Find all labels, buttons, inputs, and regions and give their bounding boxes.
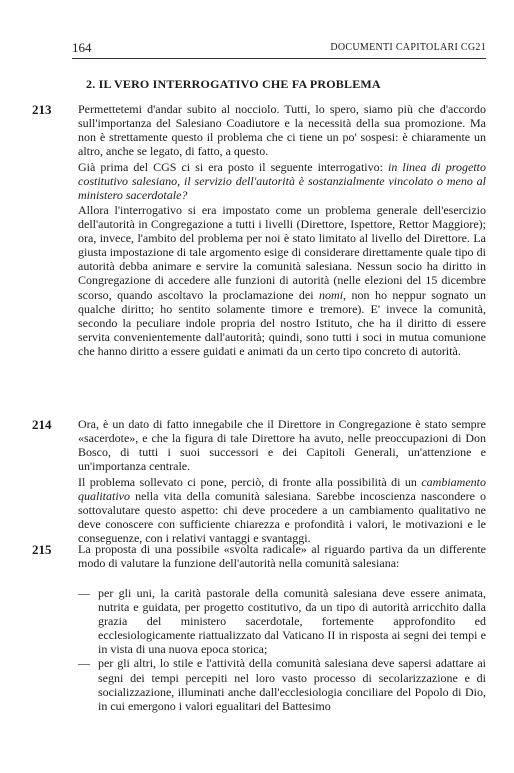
bullet-text: per gli uni, la carità pastorale della comunità salesiana deve essere animata, nutrita e guidata, per progetto costitutivo, da un tipo di autorità arricchito dalla grazia del ministero sacerdotale, fortemente approfondito ed ecclesiologicamente riattualizzato dal Vaticano II in risposta ai segni dei tempi e in vista di una nuova epoca storica; bbox=[98, 586, 486, 657]
paragraph-213-c bbox=[78, 203, 486, 358]
paragraph-213-b bbox=[78, 160, 486, 202]
page-number: 164 bbox=[72, 40, 92, 55]
section-title: 2. IL VERO INTERROGATIVO CHE FA PROBLEMA bbox=[86, 77, 381, 91]
paragraph-214-b-text-1: Il problema sollevato ci pone, perciò, di fronte alla possibilità di un bbox=[78, 475, 422, 489]
paragraph-number-213: 213 bbox=[32, 102, 52, 117]
running-title: DOCUMENTI CAPITOLARI CG21 bbox=[330, 42, 486, 53]
bullet-item bbox=[78, 586, 486, 656]
running-header bbox=[72, 40, 486, 59]
dash-marker: — bbox=[78, 586, 90, 600]
dash-marker: — bbox=[78, 656, 90, 671]
paragraph-number-215: 215 bbox=[32, 542, 52, 557]
bullet-list bbox=[78, 586, 486, 713]
paragraph-213-a: Permettetemi d'andar subito al nocciolo. Tutti, lo spero, siamo più che d'accordo sull'importanza del Salesiano Coadiutore e la necessità della sua promozione. Ma non è strettamente questo il problema che ci tiene un po' sospesi: è chiaramente un altro, anche se legato, di fatto, a questo. bbox=[78, 102, 486, 159]
paragraph-213-c-text-1: Allora l'interrogativo si era impostato come un problema generale dell'esercizio dell'autorità in Congregazione a tutti i livelli (Direttore, Ispettore, Rettor Maggiore); ora, invece, l'ambito del problema per noi è stato limitato al livello del Direttore. La giusta impostazione di tale argomento esige di considerare direttamente quale tipo di autorità debba animare e servire la comunità salesiana. Nessun socio ha diritto in Congregazione di accedere alle funzioni di autorità (nelle elezioni del 15 dicembre scorso, quando ascoltavo la proclamazione dei bbox=[78, 203, 486, 302]
bullet-text: per gli altri, lo stile e l'attività della comunità salesiana deve sapersi adattare ai segni dei tempi percepiti nel loro vasto processo di secolarizzazione e di socializzazione, illuminati anche dall'ecclesiologia conciliare del Popolo di Dio, in cui emergono i valori egualitari del Battesimo bbox=[98, 656, 486, 713]
bullet-item bbox=[78, 656, 486, 712]
paragraph-214-b bbox=[78, 475, 486, 545]
paragraph-213-c-italic: nomi bbox=[319, 287, 344, 302]
paragraph-214-b-italic: cambiamento qualitativo bbox=[78, 475, 486, 504]
paragraph-215: La proposta di una possibile «svolta radicale» al riguardo partiva da un differente modo di valutare la funzione dell'autorità nella comunità salesiana: bbox=[78, 542, 486, 571]
paragraph-213-b-italic: in linea di progetto costitutivo salesiano, il servizio dell'autorità è sostanzialmente vincolato o meno al ministero sacerdotale? bbox=[78, 160, 486, 203]
paragraph-213-b-text: Già prima del CGS ci si era posto il seguente interrogativo: bbox=[78, 160, 388, 174]
paragraph-213-c-text-2: , non ho neppur sognato un qualche diritto; ho sentito solamente timore e tremore). E' invece la comunità, secondo la peculiare indole propria del nostro Istituto, che ha il diritto di essere servita convenientemente dall'autorità; quindi, sono tutti i soci in mutua comunione che hanno diritto a essere guidati e animati da un certo tipo concreto di autorità. bbox=[78, 287, 486, 358]
paragraph-214-b-text-2: nella vita della comunità salesiana. Sarebbe incoscienza nascondere o sottovalutare questo aspetto: chi deve procedere a un cambiamento qualitativo ne deve conoscere con sufficiente chiarezza e profondità i valori, le motivazioni e le conseguenze, con i relativi vantaggi e svantaggi. bbox=[78, 489, 486, 546]
paragraph-number-214: 214 bbox=[32, 417, 52, 432]
paragraph-214-a: Ora, è un dato di fatto innegabile che il Direttore in Congregazione è stato sempre «sacerdote», e che la figura di tale Direttore ha avuto, nelle preoccupazioni di Don Bosco, di tutti i suoi successori e dei Capitoli Generali, un'attenzione e un'importanza centrale. bbox=[78, 417, 486, 474]
